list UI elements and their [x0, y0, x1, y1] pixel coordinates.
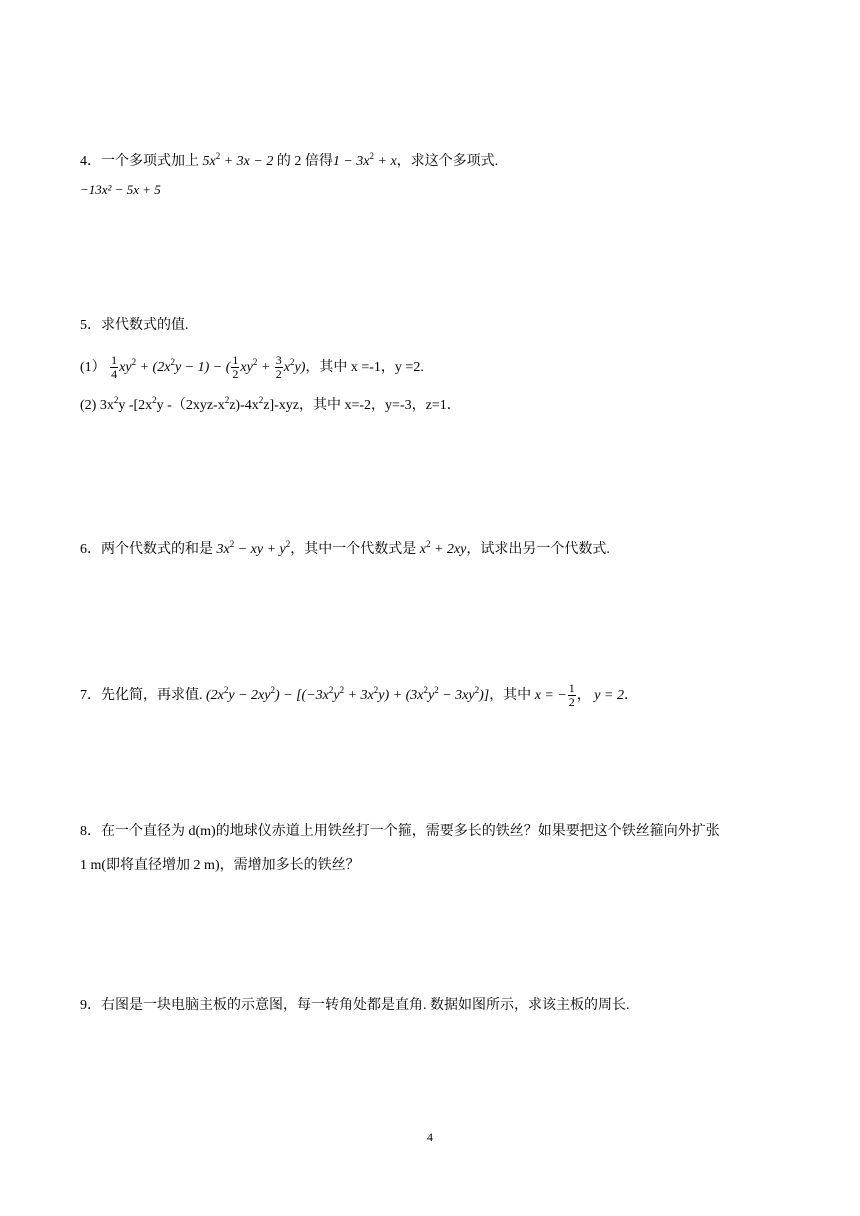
q6-number: 6．: [80, 542, 101, 557]
q5-part1-expression: $\frac{1}{4}$ $xy^2 + (2x^2y - 1)$ − ( $\frac{1}{2}$ $xy^2$ + $\frac{3}{2}$ $x^2y$): [111, 353, 306, 382]
question-9: [80, 996, 630, 1016]
q5-part2-text-d: z)-4x: [229, 398, 259, 413]
q4-text-3: ，求这个多项式.: [396, 154, 499, 169]
question-5-part-2: (2) $3x^2y$ $-[2x^2y$ $-(2xyz-x^2z)-4x^2z$]-xyz，其中 x=-2，y=-3，z=1．: [80, 395, 461, 413]
q5-part2-text-b: y -[2x: [118, 398, 153, 413]
question-4: [80, 146, 498, 172]
q8-text-line-1: 在一个直径为 d(m)的地球仪赤道上用铁丝打一个箍，需要多长的铁丝？如果要把这个铁丝箍向外扩张: [101, 824, 720, 839]
q7-expression: $(2x^2y - 2xy^2) - [(-3x^2y^2 + 3x^2y) + (3x^2y^2 - 3xy^2)]$: [206, 685, 490, 703]
q4-answer: −13x² − 5x + 5: [80, 182, 161, 197]
question-5-title: [80, 316, 189, 336]
q7-text-1: 先化简，再求值.: [101, 688, 203, 703]
q5-title: 求代数式的值.: [101, 318, 189, 333]
question-8-line-2: 1 m(即将直径增加 2 m)，需增加多长的铁丝？: [80, 858, 360, 873]
q7-y-value: y = 2: [594, 688, 624, 703]
q5-part2-text-c: y -（2xyz-x: [156, 398, 225, 413]
q7-text-3: ，: [576, 688, 591, 703]
q4-expr-2: $1 - 3x^2 + x$: [332, 151, 397, 169]
q6-expr-part: $x^2 + 2xy$: [419, 539, 467, 557]
q9-number: 9．: [80, 998, 101, 1013]
q7-text-4: ．: [623, 688, 638, 703]
q4-expr-1: $5x^2 + 3x - 2$: [202, 151, 274, 169]
q9-text: 右图是一块电脑主板的示意图，每一转角处都是直角. 数据如图所示，求该主板的周长.: [101, 998, 630, 1013]
question-5-part-1: [80, 352, 424, 381]
question-7: [80, 680, 638, 709]
q5-part2-text-e: z]-xyz，其中 x=-2，y=-3，z=1．: [263, 398, 461, 413]
q4-text-1: 一个多项式加上: [101, 154, 199, 169]
question-8-line-1: [80, 822, 720, 842]
q7-x-value: x = − $\frac{1}{2}$: [534, 681, 575, 710]
q7-number: 7．: [80, 688, 101, 703]
q4-text-2: 的 2 倍得: [276, 154, 333, 169]
q4-number: 4．: [80, 154, 101, 169]
q6-text-2: ，其中一个代数式是: [290, 542, 417, 557]
q8-number: 8．: [80, 824, 101, 839]
question-6: [80, 534, 610, 560]
q5-number: 5．: [80, 318, 101, 333]
q5-part1-label: (1）: [80, 360, 106, 375]
q6-text-3: ，试求出另一个代数式.: [466, 542, 610, 557]
q5-part1-condition: ，其中 x =-1，y =2.: [305, 360, 424, 375]
q7-text-2: ，其中: [489, 688, 532, 703]
q5-part2-text-a: (2) 3x: [80, 398, 114, 413]
q6-expr-sum: $3x^2$ − xy + $y^2$: [216, 539, 291, 557]
q6-text-1: 两个代数式的和是: [101, 542, 213, 557]
page-number: 4: [427, 1130, 433, 1144]
